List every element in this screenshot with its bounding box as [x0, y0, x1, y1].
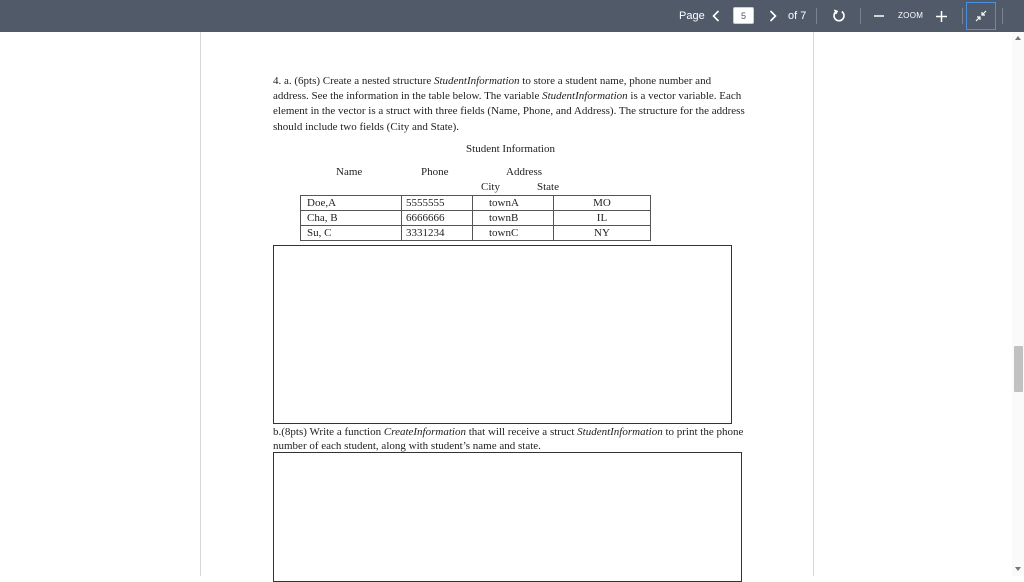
- header-state: State: [537, 181, 559, 193]
- previous-page-button[interactable]: [707, 0, 725, 32]
- header-city: City: [481, 181, 500, 193]
- minus-icon: [874, 11, 884, 21]
- toolbar-divider: [962, 8, 963, 24]
- question-a-text: 4. a. (6pts) Create a nested structure StudentInformation to store a student name, phone number and address. See the information in the table below. The variable StudentInformation is a vector variable. Each element in the vector is a struct with three fields (Name, Phone, and Address). The structure for the address should include two fields (City and State).: [273, 75, 745, 133]
- student-info-table: [300, 195, 651, 241]
- cell-name: Cha, B: [301, 211, 402, 226]
- zoom-in-button[interactable]: [933, 0, 949, 32]
- answer-box-a: [273, 245, 732, 424]
- triangle-up-icon: [1015, 36, 1021, 40]
- table-caption: Student Information: [466, 143, 555, 155]
- cell-state: MO: [554, 196, 651, 211]
- plus-icon: [936, 11, 947, 22]
- answer-box-b: [273, 452, 742, 582]
- exit-fullscreen-button[interactable]: [966, 2, 996, 30]
- cell-state: IL: [554, 211, 651, 226]
- scrollbar-thumb[interactable]: [1014, 346, 1023, 392]
- next-page-button[interactable]: [764, 0, 782, 32]
- cell-city: townA: [473, 196, 554, 211]
- page-left-edge: [200, 32, 201, 576]
- rotate-icon: [832, 9, 846, 23]
- chevron-right-icon: [769, 10, 777, 22]
- pdf-toolbar: [0, 0, 1024, 32]
- vertical-scrollbar[interactable]: [1012, 32, 1024, 576]
- chevron-left-icon: [712, 10, 720, 22]
- table-row: [301, 226, 651, 241]
- toolbar-divider: [1002, 8, 1003, 24]
- cell-state: NY: [554, 226, 651, 241]
- page-label: Page: [679, 10, 705, 22]
- cell-city: townC: [473, 226, 554, 241]
- scroll-up-arrow[interactable]: [1012, 33, 1024, 43]
- header-address: Address: [506, 166, 543, 178]
- cell-phone: 5555555: [402, 196, 473, 211]
- page-right-edge: [813, 32, 814, 576]
- cell-phone: 6666666: [402, 211, 473, 226]
- triangle-down-icon: [1015, 567, 1021, 571]
- table-row: [301, 196, 651, 211]
- cell-name: Doe,A: [301, 196, 402, 211]
- zoom-out-button[interactable]: [871, 0, 887, 32]
- table-row: [301, 211, 651, 226]
- page-number-input[interactable]: [733, 7, 754, 24]
- cell-phone: 3331234: [402, 226, 473, 241]
- question-b-text: b.(8pts) Write a function CreateInformation that will receive a struct StudentInformation to print the phone number of each student, along with student’s name and state.: [273, 426, 744, 452]
- toolbar-divider: [860, 8, 861, 24]
- cell-city: townB: [473, 211, 554, 226]
- header-name: Name: [336, 166, 363, 178]
- rotate-button[interactable]: [829, 0, 849, 32]
- header-phone: Phone: [421, 166, 449, 178]
- toolbar-divider: [816, 8, 817, 24]
- scroll-down-arrow[interactable]: [1012, 564, 1024, 574]
- cell-name: Su, C: [301, 226, 402, 241]
- collapse-arrows-icon: [975, 10, 987, 22]
- zoom-label: ZOOM: [898, 11, 924, 20]
- page-total-label: of 7: [788, 10, 807, 22]
